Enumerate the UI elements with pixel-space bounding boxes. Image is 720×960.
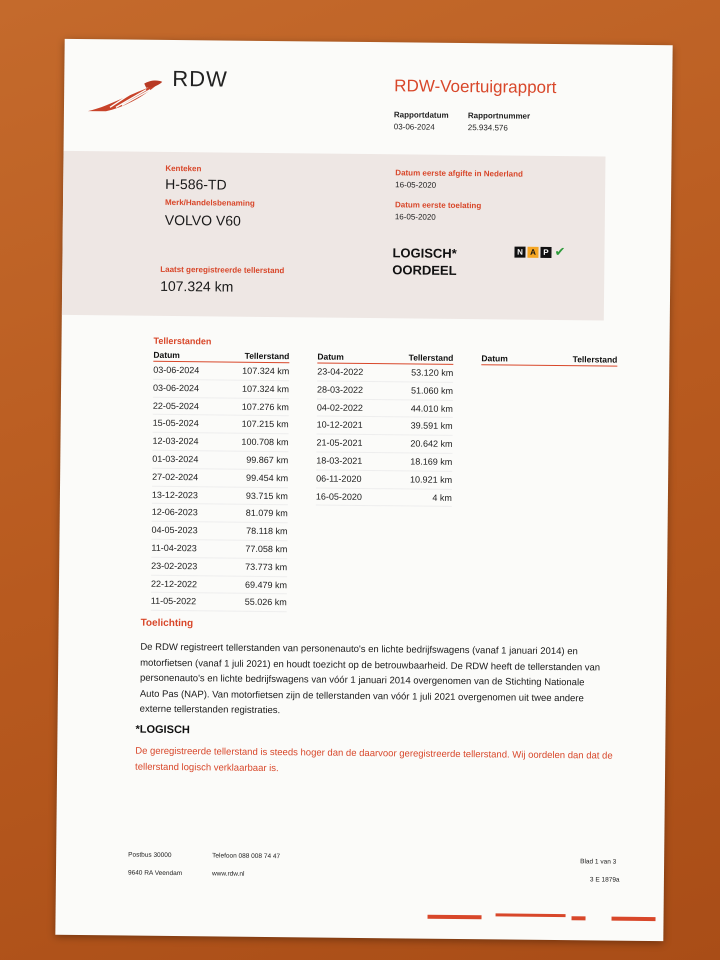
row-tellerstand: 44.010 km bbox=[410, 403, 453, 414]
nap-letter-n: N bbox=[514, 246, 525, 257]
report-title: RDW-Voertuigrapport bbox=[394, 76, 557, 97]
tellerstanden-rows-1 bbox=[151, 362, 290, 613]
footer-bar bbox=[428, 915, 482, 920]
row-tellerstand: 77.058 km bbox=[245, 543, 288, 555]
eerste-afgifte-value: 16-05-2020 bbox=[395, 180, 437, 190]
nap-logo bbox=[514, 244, 565, 261]
oordeel-title bbox=[392, 244, 457, 279]
row-datum: 18-03-2021 bbox=[316, 455, 363, 466]
table-row bbox=[152, 469, 288, 488]
checkmark-icon: ✔ bbox=[554, 243, 566, 260]
row-datum: 12-03-2024 bbox=[152, 435, 199, 447]
eerste-toelating-value: 16-05-2020 bbox=[394, 212, 436, 222]
oordeel-line1: LOGISCH* bbox=[392, 245, 457, 261]
rapportdatum-value: 03-06-2024 bbox=[393, 122, 435, 132]
table-row bbox=[317, 364, 453, 383]
nap-letter-p: P bbox=[540, 246, 551, 257]
col-datum-header: Datum bbox=[481, 353, 508, 364]
row-tellerstand: 53.120 km bbox=[411, 367, 454, 378]
rapportnummer-value: 25.934.576 bbox=[467, 123, 508, 133]
kenteken-value: H-586-TD bbox=[165, 175, 227, 193]
rdw-logo-icon bbox=[86, 77, 166, 118]
row-datum: 01-03-2024 bbox=[152, 453, 199, 465]
row-tellerstand: 20.642 km bbox=[410, 438, 453, 450]
col-datum-header: Datum bbox=[317, 351, 344, 362]
table-row bbox=[151, 540, 287, 559]
footer-website: www.rdw.nl bbox=[211, 870, 245, 878]
row-datum: 04-05-2023 bbox=[151, 524, 198, 536]
row-datum: 21-05-2021 bbox=[316, 437, 363, 449]
table-row bbox=[152, 504, 288, 523]
row-datum: 04-02-2022 bbox=[316, 402, 363, 413]
row-datum: 12-06-2023 bbox=[151, 507, 198, 518]
row-tellerstand: 107.276 km bbox=[241, 401, 289, 412]
row-tellerstand: 100.708 km bbox=[241, 436, 289, 448]
table-row bbox=[153, 415, 289, 434]
row-datum: 22-12-2022 bbox=[150, 578, 198, 589]
table-row bbox=[316, 452, 452, 471]
row-tellerstand: 69.479 km bbox=[244, 579, 288, 590]
tellerstanden-column-2 bbox=[316, 352, 454, 508]
table-row bbox=[153, 397, 289, 416]
row-datum: 03-06-2024 bbox=[153, 382, 200, 394]
table-row bbox=[153, 362, 289, 381]
tellerstand-value: 107.324 km bbox=[160, 277, 234, 295]
row-tellerstand: 93.715 km bbox=[245, 490, 288, 501]
eerste-toelating-label: Datum eerste toelating bbox=[394, 200, 482, 211]
merk-label: Merk/Handelsbenaming bbox=[164, 197, 255, 208]
row-datum: 06-11-2020 bbox=[316, 473, 362, 484]
footer-blad: Blad 1 van 3 bbox=[580, 858, 617, 866]
row-tellerstand: 81.079 km bbox=[245, 508, 288, 519]
rapportnummer-label: Rapportnummer bbox=[467, 111, 531, 121]
toelichting-text: De RDW registreert tellerstanden van personenauto's en lichte bedrijfswagens (vanaf 1 januari 2014) en motorfietsen (vanaf 1 juli 2021) en houdt toezicht op de betrouwbaarheid. De RDW heeft de tellerstanden van personenauto's en lichte bedrijfswagens van vóór 1 januari 2014 overgenomen van de Stichting Nationale Auto Pas (NAP). Van motorfietsen zijn de tellerstanden van vóór 1 juli 2021 overgenomen uit twee andere externe tellerstanden registraties. bbox=[139, 641, 601, 717]
table-row bbox=[316, 435, 452, 454]
row-datum: 27-02-2024 bbox=[152, 471, 199, 483]
footer-bar bbox=[612, 917, 656, 921]
report-page bbox=[55, 39, 672, 941]
row-tellerstand: 18.169 km bbox=[410, 456, 453, 467]
footer-bar bbox=[496, 913, 566, 917]
table-row bbox=[151, 522, 287, 541]
table-row bbox=[151, 593, 287, 612]
row-tellerstand: 55.026 km bbox=[244, 597, 287, 608]
row-datum: 03-06-2024 bbox=[153, 364, 200, 376]
row-datum: 16-05-2020 bbox=[315, 491, 363, 502]
rapportdatum-label: Rapportdatum bbox=[393, 110, 449, 120]
row-datum: 22-05-2024 bbox=[152, 400, 199, 411]
row-datum: 11-04-2023 bbox=[151, 542, 197, 554]
logisch-text: De geregistreerde tellerstand is steeds hoger dan de daarvoor geregistreerde tellerstand. Wij oordelen dan dat de tellerstand logisch verklaarbaar is. bbox=[135, 745, 613, 774]
tellerstanden-rows-2 bbox=[316, 364, 453, 508]
logo-text: RDW bbox=[172, 65, 228, 92]
table-row bbox=[317, 417, 453, 436]
col-datum-header: Datum bbox=[153, 349, 180, 361]
footer-plaats: 9640 RA Veendam bbox=[127, 869, 183, 878]
row-tellerstand: 73.773 km bbox=[245, 561, 288, 572]
toelichting-title: Toelichting bbox=[140, 617, 194, 630]
row-tellerstand: 51.060 km bbox=[410, 385, 454, 396]
row-datum: 23-04-2022 bbox=[317, 366, 364, 377]
row-tellerstand: 39.591 km bbox=[410, 420, 453, 432]
footer-postbus: Postbus 30000 bbox=[128, 851, 172, 860]
row-datum: 11-05-2022 bbox=[150, 596, 197, 607]
oordeel-line2: OORDEEL bbox=[392, 262, 457, 278]
table-row bbox=[317, 399, 453, 418]
table-row bbox=[152, 433, 288, 452]
eerste-afgifte-label: Datum eerste afgifte in Nederland bbox=[395, 168, 523, 179]
row-datum: 28-03-2022 bbox=[316, 384, 364, 395]
footer-code: 3 E 1879a bbox=[589, 876, 620, 884]
col-tellerstand-header: Tellerstand bbox=[408, 352, 454, 363]
merk-value: VOLVO V60 bbox=[164, 211, 241, 229]
row-tellerstand: 107.215 km bbox=[241, 419, 289, 430]
row-tellerstand: 4 km bbox=[432, 492, 452, 503]
footer-telefoon: Telefoon 088 008 74 47 bbox=[212, 852, 281, 861]
tellerstanden-title: Tellerstanden bbox=[153, 335, 212, 347]
table-row bbox=[316, 470, 452, 489]
column-header bbox=[481, 353, 617, 366]
row-tellerstand: 99.867 km bbox=[246, 454, 289, 466]
row-datum: 15-05-2024 bbox=[152, 418, 199, 429]
table-row bbox=[153, 380, 289, 399]
row-tellerstand: 99.454 km bbox=[246, 472, 289, 483]
tellerstanden-column-1 bbox=[151, 350, 290, 613]
row-tellerstand: 107.324 km bbox=[242, 365, 290, 377]
logisch-title: *LOGISCH bbox=[135, 723, 190, 737]
tellerstand-label: Laatst geregistreerde tellerstand bbox=[160, 264, 285, 276]
table-row bbox=[151, 575, 287, 594]
table-row bbox=[151, 558, 287, 577]
row-tellerstand: 107.324 km bbox=[241, 383, 290, 395]
tellerstanden-column-3 bbox=[481, 353, 617, 366]
kenteken-label: Kenteken bbox=[165, 163, 202, 174]
footer-bar bbox=[572, 916, 586, 920]
vehicle-summary-box bbox=[62, 151, 606, 321]
nap-letter-a: A bbox=[527, 246, 538, 257]
row-datum: 10-12-2021 bbox=[316, 419, 363, 431]
row-tellerstand: 78.118 km bbox=[246, 525, 288, 537]
table-row bbox=[152, 451, 288, 470]
table-row bbox=[316, 488, 452, 507]
row-tellerstand: 10.921 km bbox=[410, 474, 453, 485]
row-datum: 23-02-2023 bbox=[151, 560, 198, 572]
row-datum: 13-12-2023 bbox=[151, 489, 199, 500]
table-row bbox=[317, 381, 453, 400]
col-tellerstand-header: Tellerstand bbox=[244, 350, 290, 362]
col-tellerstand-header: Tellerstand bbox=[572, 354, 618, 365]
table-row bbox=[152, 486, 288, 505]
